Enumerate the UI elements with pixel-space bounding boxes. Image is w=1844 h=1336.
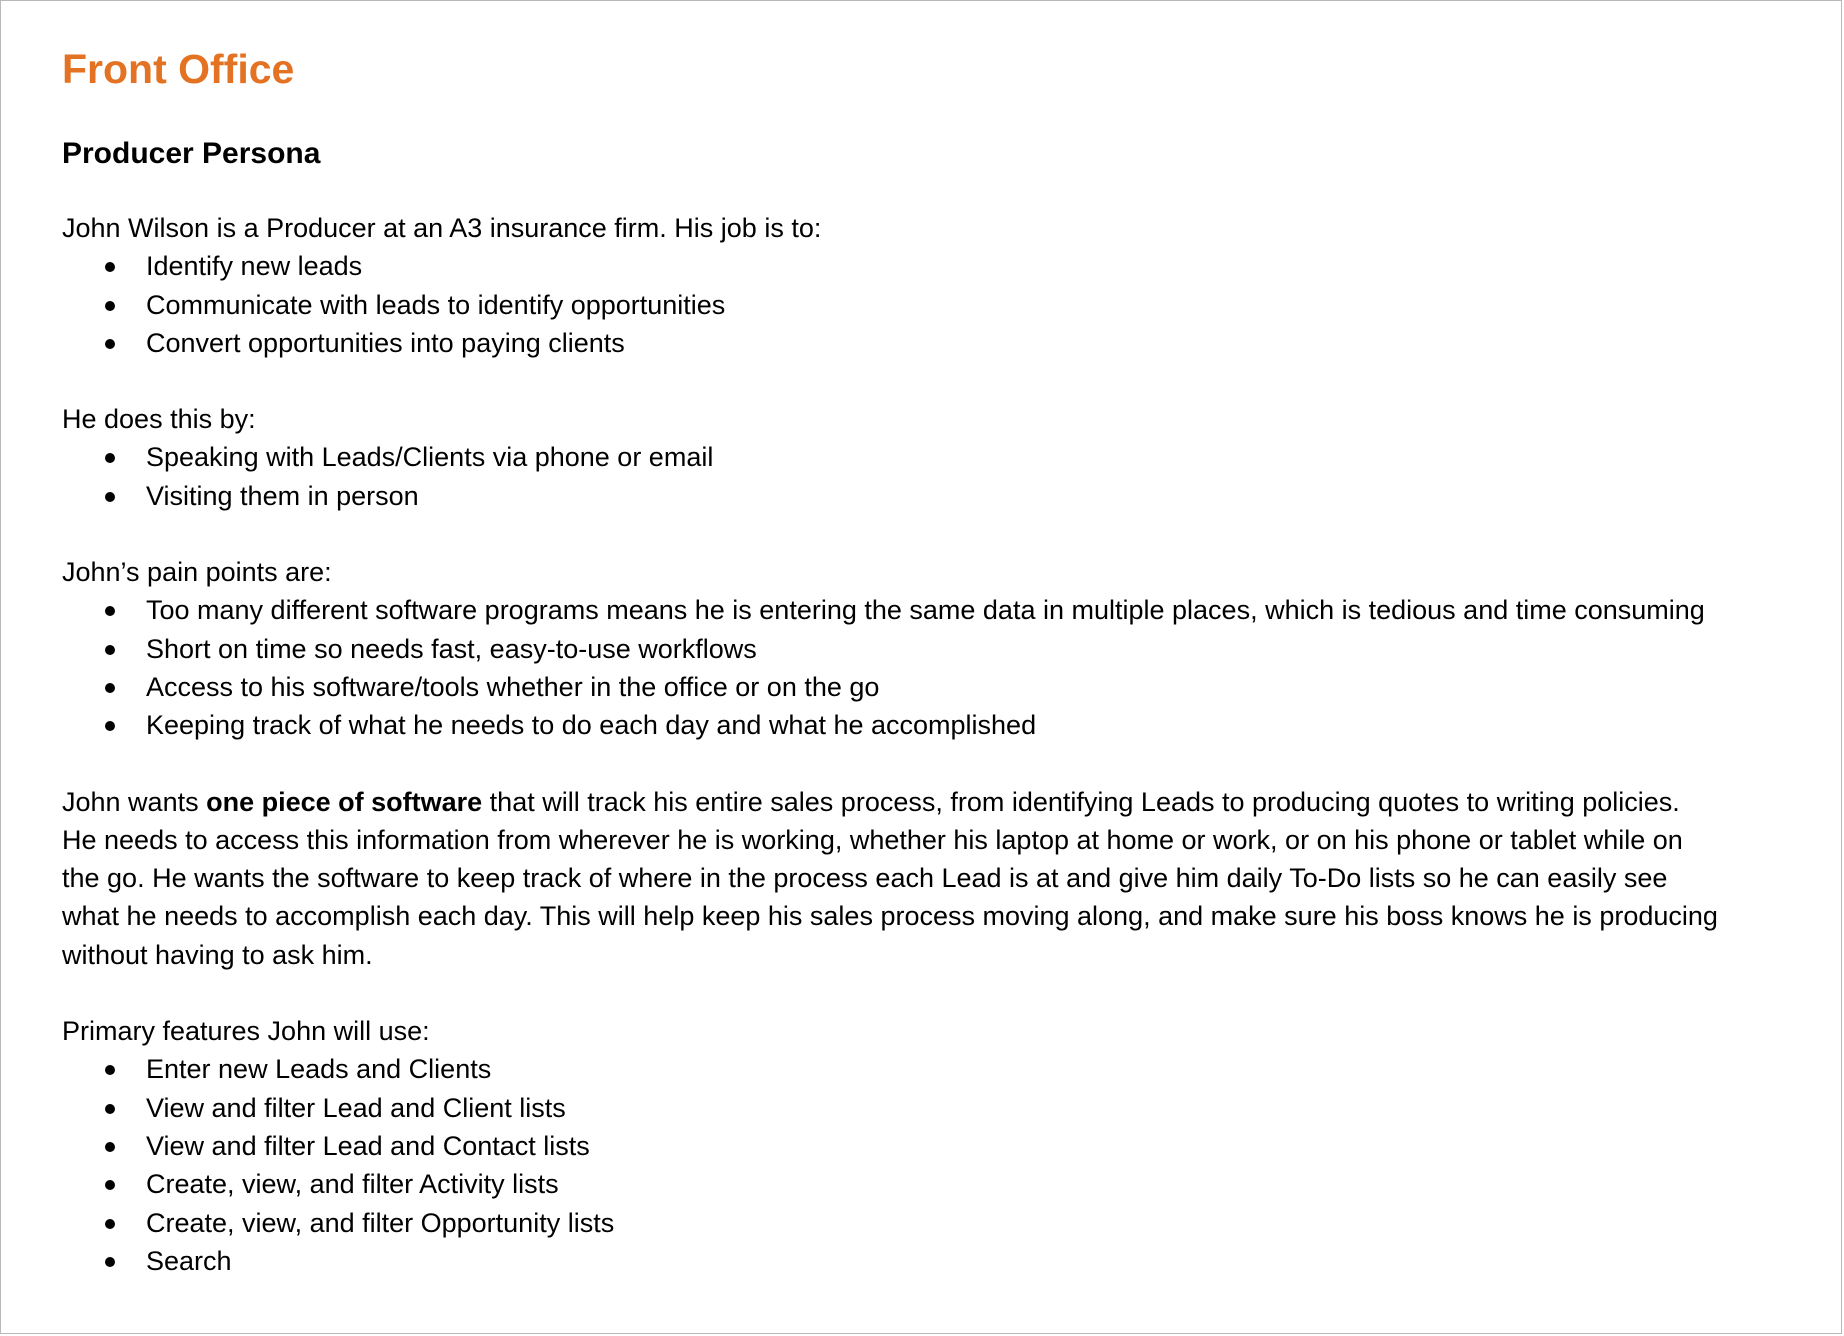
list-item [62,286,1802,324]
list-item-text: Keeping track of what he needs to do each day and what he accomplished [146,710,1037,741]
job-list [62,247,1802,362]
list-item-text: Create, view, and filter Opportunity lists [146,1207,615,1238]
list-item [62,247,1802,285]
bullet-icon [105,1180,115,1190]
list-item [62,438,1802,476]
list-item [62,477,1802,515]
wants-lead-text: John wants [62,786,207,817]
list-item-text: Too many different software programs means he is entering the same data in multiple places, which is tedious and time consuming [146,595,1705,626]
bullet-icon [105,492,115,502]
bullet-icon [105,645,115,655]
list-item-text: Short on time so needs fast, easy-to-use workflows [146,633,757,664]
intro-paragraph: John Wilson is a Producer at an A3 insurance firm. His job is to: [62,213,822,243]
list-item [62,1127,1802,1165]
bullet-icon [105,339,115,349]
wants-line-rest: that will track his entire sales process, from identifying Leads to producing quotes to writing policies. [482,786,1680,817]
wants-line [62,783,1802,821]
list-item [62,1242,1802,1280]
wants-line: without having to ask him. [62,939,373,970]
list-item [62,1089,1802,1127]
list-item [62,1050,1802,1088]
list-item-text: Identify new leads [146,251,363,282]
wants-paragraph [62,783,1802,974]
features-paragraph: Primary features John will use: [62,1016,430,1047]
bullet-icon [105,262,115,272]
method-paragraph: He does this by: [62,404,256,435]
list-item-text: Enter new Leads and Clients [146,1054,492,1085]
bullet-icon [105,1142,115,1152]
list-item-text: Communicate with leads to identify opportunities [146,289,726,320]
bullet-icon [105,1104,115,1114]
list-item [62,591,1802,629]
pain-points-list [62,591,1802,744]
list-item [62,706,1802,744]
bullet-icon [105,1219,115,1229]
bullet-icon [105,606,115,616]
list-item [62,630,1802,668]
bullet-icon [105,453,115,463]
list-item-text: Speaking with Leads/Clients via phone or email [146,442,714,473]
list-item-text: View and filter Lead and Contact lists [146,1130,590,1161]
list-item-text: Search [146,1245,232,1276]
list-item [62,1165,1802,1203]
list-item-text: Create, view, and filter Activity lists [146,1169,559,1200]
list-item [62,1204,1802,1242]
wants-line: He needs to access this information from wherever he is working, whether his laptop at home or work, or on his phone or tablet while on [62,824,1683,855]
bullet-icon [105,683,115,693]
features-list [62,1050,1802,1280]
list-item-text: Convert opportunities into paying clients [146,327,625,358]
pain-points-paragraph: John’s pain points are: [62,557,332,588]
list-item [62,668,1802,706]
list-item-text: Access to his software/tools whether in the office or on the go [146,671,880,702]
bullet-icon [105,301,115,311]
method-list [62,438,1802,515]
wants-line: the go. He wants the software to keep track of where in the process each Lead is at and give him daily To-Do lists so he can easily see [62,863,1668,894]
bullet-icon [105,1065,115,1075]
bullet-icon [105,721,115,731]
section-title: Producer Persona [62,137,321,170]
bullet-icon [105,1257,115,1267]
document-content [62,41,1802,1280]
list-item [62,324,1802,362]
wants-line: what he needs to accomplish each day. This will help keep his sales process moving along, and make sure his boss knows he is producing [62,901,1718,932]
list-item-text: View and filter Lead and Client lists [146,1092,566,1123]
document-title: Front Office [62,46,295,92]
list-item-text: Visiting them in person [146,480,419,511]
wants-bold-text: one piece of software [206,786,483,817]
